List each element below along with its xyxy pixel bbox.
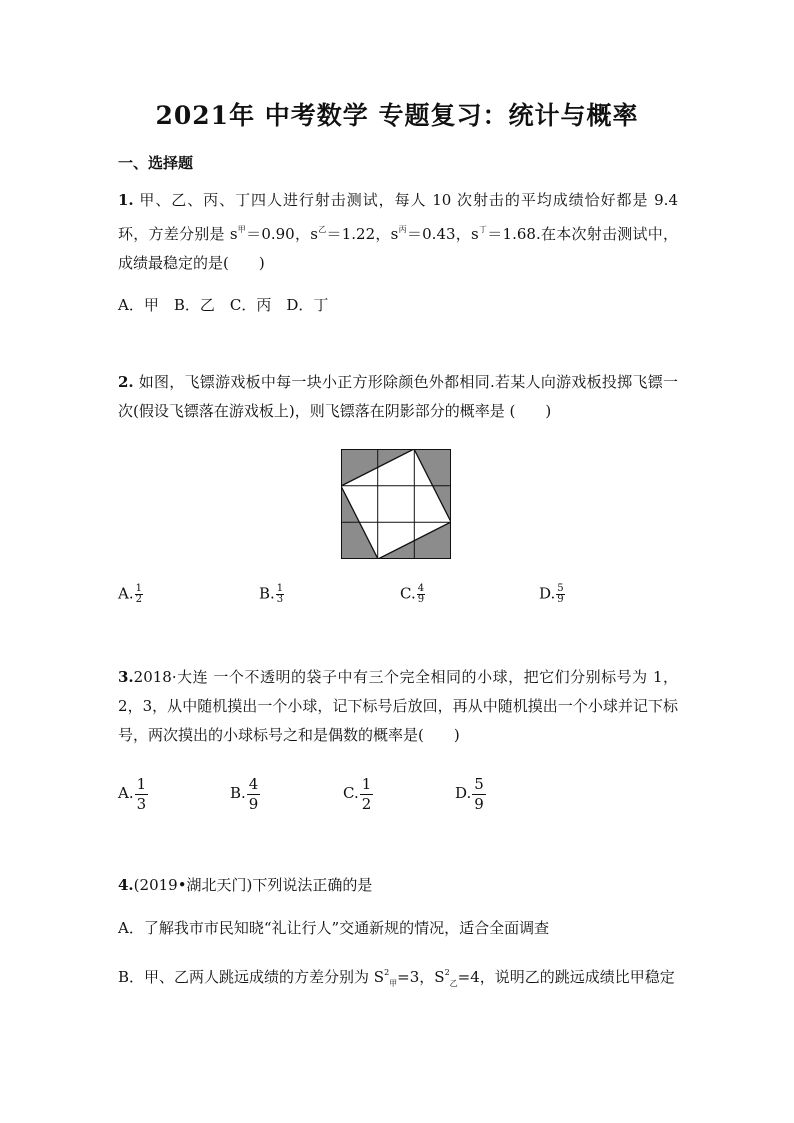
denominator: 2 (361, 795, 372, 813)
question-text: (2019•湖北天门)下列说法正确的是 (133, 876, 373, 894)
option-letter: B. (230, 784, 246, 802)
question-4-option-b (118, 958, 678, 998)
numerator: 1 (276, 583, 284, 594)
fraction (276, 584, 284, 605)
question-number: 1. (118, 191, 134, 209)
question-number: 4. (118, 876, 134, 894)
question-1-options: A．甲 B．乙 C．丙 D．丁 (118, 296, 329, 314)
page-title: 2021年 中考数学 专题复习：统计与概率 (155, 101, 639, 130)
denominator: 9 (417, 594, 425, 605)
question-3 (118, 663, 678, 750)
option-letter: D. (539, 584, 556, 603)
fraction (135, 776, 149, 812)
denominator: 2 (135, 594, 142, 605)
variance-subscript: 丁 (478, 225, 488, 234)
fraction (247, 776, 261, 812)
variance-subscript: 乙 (317, 225, 327, 234)
option-b (230, 776, 260, 812)
denominator: 3 (136, 795, 147, 813)
option-letter: D. (455, 784, 472, 802)
question-number: 2. (118, 373, 134, 391)
numerator: 4 (417, 583, 425, 594)
option-letter: B. (259, 584, 275, 603)
variance-subscript: 甲 (237, 225, 247, 234)
variance-value: ＝0.90，s (246, 225, 318, 243)
denominator: 3 (276, 594, 284, 605)
option-c (343, 776, 373, 812)
option-letter: A. (118, 584, 134, 603)
option-letter: C. (400, 584, 416, 603)
option-b (259, 584, 284, 605)
numerator: 1 (135, 583, 142, 594)
question-text: 如图，飞镖游戏板中每一块小正方形除颜色外都相同.若某人向游戏板投掷飞镖一次(假设飞镖落在游戏板上)，则飞镖落在阴影部分的概率是 ( ) (118, 373, 678, 420)
option-a (118, 584, 143, 605)
fraction (472, 776, 486, 812)
superscript: 2 (444, 968, 450, 977)
question-text: ＝1.68.在本次射击测试中，成绩最稳定的是( ) (118, 225, 679, 272)
option-text: B．甲、乙两人跳远成绩的方差分别为 S (118, 968, 385, 986)
option-text: =3，S (397, 968, 445, 986)
option-letter: A. (118, 784, 134, 802)
superscript: 2 (384, 968, 390, 977)
subscript: 甲 (389, 979, 398, 988)
variance-value: ＝0.43，s (406, 225, 479, 243)
denominator: 9 (474, 795, 484, 813)
section-heading: 一、选择题 (118, 154, 194, 172)
variance-subscript: 丙 (398, 225, 407, 234)
question-text: 2018·大连 一个不透明的袋子中有三个完全相同的小球，把它们分别标号为 1，2，3，从中随机摸出一个小球，记下标号后放回，再从中随机摸出一个小球并记下标号，两次摸出的小球标号之和是偶数的概率是( ) (118, 668, 678, 744)
fraction (360, 776, 374, 812)
option-letter: C. (343, 784, 359, 802)
fraction (556, 584, 564, 605)
question-2 (118, 368, 678, 426)
question-text: 甲、乙、丙、丁四人进行射击测试，每人 10 次射击的平均成绩恰好都是 9.4 环，方差分别是 s (118, 191, 678, 243)
numerator: 4 (248, 775, 259, 793)
numerator: 5 (557, 583, 564, 594)
option-a (118, 776, 148, 812)
numerator: 1 (361, 775, 372, 793)
numerator: 5 (474, 775, 484, 793)
variance-value: ＝1.22，s (326, 225, 399, 243)
option-d (539, 584, 565, 605)
fraction (135, 584, 143, 605)
option-c (400, 584, 425, 605)
subscript: 乙 (449, 979, 458, 988)
numerator: 1 (136, 775, 147, 793)
fraction (417, 584, 425, 605)
denominator: 9 (557, 594, 564, 605)
option-text: =4，说明乙的跳远成绩比甲稳定 (457, 968, 675, 986)
denominator: 9 (248, 795, 259, 813)
option-d (455, 776, 486, 812)
question-1 (118, 186, 678, 278)
dartboard-figure (341, 449, 451, 559)
question-number: 3. (118, 668, 134, 686)
question-4-option-a: A．了解我市市民知晓“礼让行人”交通新规的情况，适合全面调查 (118, 919, 550, 937)
question-4 (118, 871, 678, 900)
